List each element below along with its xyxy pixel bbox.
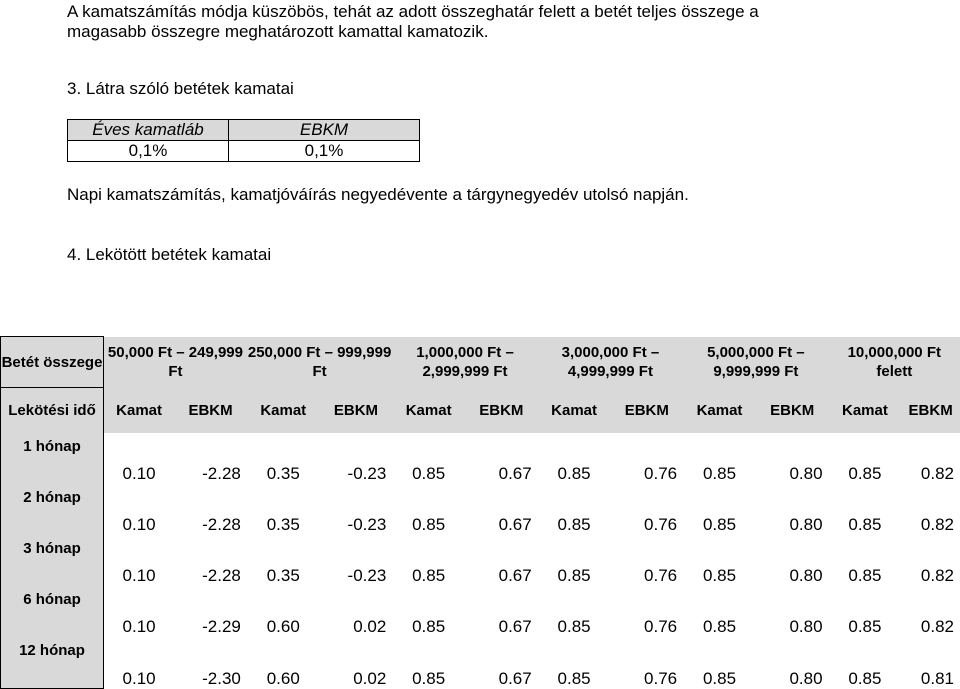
kamat-value: 0.10 (104, 433, 175, 484)
kamat-value: 0.85 (538, 535, 611, 586)
annual-rate-header: Éves kamatláb (68, 120, 229, 141)
table-row (1, 586, 960, 637)
kamat-subheader: Kamat (392, 388, 465, 434)
ebkm-value: 0.80 (756, 586, 829, 637)
table-row (1, 637, 960, 689)
kamat-value: 0.85 (829, 484, 902, 535)
ebkm-value: 0,1% (229, 141, 420, 162)
band-header: 10,000,000 Ft felett (829, 337, 960, 388)
ebkm-value: 0.02 (320, 586, 393, 637)
term-cell: 1 hónap (1, 433, 104, 484)
kamat-value: 0.10 (104, 637, 175, 689)
ebkm-value: 0.82 (901, 484, 960, 535)
kamat-value: 0.60 (247, 637, 320, 689)
ebkm-value: 0.80 (756, 433, 829, 484)
kamat-subheader: Kamat (104, 388, 175, 434)
ebkm-header: EBKM (229, 120, 420, 141)
table-row (1, 484, 960, 535)
ebkm-value: 0.76 (610, 433, 683, 484)
kamat-value: 0.85 (392, 535, 465, 586)
deposit-amount-label: Betét összege (1, 337, 104, 388)
ebkm-value: 0.76 (610, 535, 683, 586)
kamat-value: 0.85 (538, 433, 611, 484)
kamat-value: 0.10 (104, 484, 175, 535)
section-3-heading: 3. Látra szóló betétek kamatai (67, 79, 294, 99)
ebkm-value: 0.82 (901, 433, 960, 484)
term-cell: 3 hónap (1, 535, 104, 586)
ebkm-value: 0.76 (610, 484, 683, 535)
ebkm-subheader: EBKM (610, 388, 683, 434)
ebkm-value: -2.28 (174, 433, 247, 484)
ebkm-subheader: EBKM (901, 388, 960, 434)
term-cell: 6 hónap (1, 586, 104, 637)
term-cell: 2 hónap (1, 484, 104, 535)
kamat-subheader: Kamat (247, 388, 320, 434)
interest-note: Napi kamatszámítás, kamatjóváírás negyedévente a tárgynegyedév utolsó napján. (67, 183, 689, 206)
kamat-value: 0.85 (683, 484, 756, 535)
table-row (1, 433, 960, 484)
table-row (1, 535, 960, 586)
ebkm-value: 0.67 (465, 586, 538, 637)
ebkm-value: 0.67 (465, 637, 538, 689)
ebkm-value: 0.82 (901, 586, 960, 637)
kamat-value: 0.35 (247, 535, 320, 586)
ebkm-subheader: EBKM (174, 388, 247, 434)
ebkm-value: 0.67 (465, 535, 538, 586)
kamat-value: 0.60 (247, 586, 320, 637)
band-header: 3,000,000 Ft – 4,999,999 Ft (538, 337, 683, 388)
kamat-subheader: Kamat (683, 388, 756, 434)
annual-rate-value: 0,1% (68, 141, 229, 162)
kamat-value: 0.85 (683, 535, 756, 586)
kamat-subheader: Kamat (538, 388, 611, 434)
ebkm-value: -2.30 (174, 637, 247, 689)
ebkm-value: -2.28 (174, 535, 247, 586)
intro-line-1: A kamatszámítás módja küszöbös, tehát az adott összeghatár felett a betét teljes összege a (67, 0, 759, 23)
section-4-heading: 4. Lekötött betétek kamatai (67, 245, 271, 265)
ebkm-value: 0.67 (465, 433, 538, 484)
ebkm-value: 0.82 (901, 535, 960, 586)
kamat-subheader: Kamat (829, 388, 902, 434)
band-header: 250,000 Ft – 999,999 Ft (247, 337, 392, 388)
demand-deposit-rate-table (67, 119, 420, 162)
kamat-value: 0.35 (247, 433, 320, 484)
ebkm-value: 0.76 (610, 586, 683, 637)
ebkm-value: 0.67 (465, 484, 538, 535)
ebkm-value: -0.23 (320, 535, 393, 586)
ebkm-value: -0.23 (320, 484, 393, 535)
kamat-value: 0.10 (104, 586, 175, 637)
kamat-value: 0.85 (829, 535, 902, 586)
band-header: 5,000,000 Ft – 9,999,999 Ft (683, 337, 828, 388)
ebkm-value: 0.76 (610, 637, 683, 689)
ebkm-subheader: EBKM (756, 388, 829, 434)
kamat-value: 0.85 (829, 637, 902, 689)
ebkm-value: 0.80 (756, 484, 829, 535)
ebkm-value: 0.80 (756, 637, 829, 689)
ebkm-value: 0.80 (756, 535, 829, 586)
kamat-value: 0.85 (538, 637, 611, 689)
kamat-value: 0.85 (683, 586, 756, 637)
ebkm-subheader: EBKM (320, 388, 393, 434)
kamat-value: 0.85 (683, 637, 756, 689)
kamat-value: 0.85 (392, 637, 465, 689)
term-cell: 12 hónap (1, 637, 104, 689)
term-label: Lekötési idő (1, 388, 104, 434)
kamat-value: 0.10 (104, 535, 175, 586)
kamat-value: 0.85 (829, 433, 902, 484)
ebkm-value: 0.81 (901, 637, 960, 689)
intro-line-2: magasabb összegre meghatározott kamattal kamatozik. (67, 20, 488, 43)
ebkm-value: -2.29 (174, 586, 247, 637)
kamat-value: 0.35 (247, 484, 320, 535)
ebkm-value: -0.23 (320, 433, 393, 484)
band-header: 50,000 Ft – 249,999 Ft (104, 337, 247, 388)
ebkm-value: 0.02 (320, 637, 393, 689)
band-header: 1,000,000 Ft – 2,999,999 Ft (392, 337, 537, 388)
kamat-value: 0.85 (538, 586, 611, 637)
fixed-deposit-rate-table (0, 336, 960, 689)
kamat-value: 0.85 (392, 484, 465, 535)
kamat-value: 0.85 (683, 433, 756, 484)
kamat-value: 0.85 (538, 484, 611, 535)
kamat-value: 0.85 (392, 586, 465, 637)
kamat-value: 0.85 (392, 433, 465, 484)
ebkm-subheader: EBKM (465, 388, 538, 434)
kamat-value: 0.85 (829, 586, 902, 637)
ebkm-value: -2.28 (174, 484, 247, 535)
